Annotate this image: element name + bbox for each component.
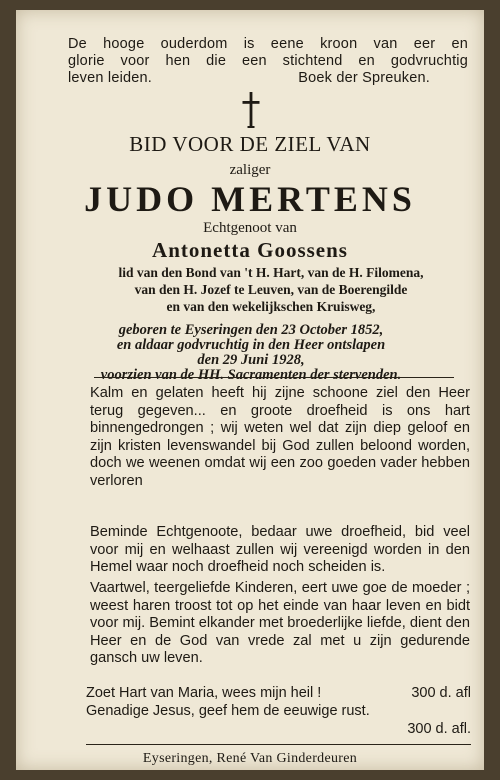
date-line: voorzien van de HH. Sacramenten der stervenden. [100, 367, 402, 383]
prayer-text: Genadige Jesus, geef hem de eeuwige rust. [86, 703, 370, 719]
spouse-name: Antonetta Goossens [152, 238, 348, 262]
date-line: den 29 Juni 1928, [197, 352, 305, 368]
epigraph-line: De hooge ouderdom is eene kroon van eer en [68, 36, 468, 52]
paragraph: Vaartwel, teergeliefde Kinderen, eert uwe goe de moeder ; weest haren troost tot op het einde van haar leven en bidt voor mij. Bemint elkander met broederlijke liefde, dient den Heer en de God van vrede zal met u zijn gedurende gansch uw leven. [90, 580, 470, 667]
printer-credit: Eyseringen, René Van Ginderdeuren [142, 751, 358, 766]
prayer-text: Zoet Hart van Maria, wees mijn heil ! [86, 685, 322, 701]
epigraph-line: glorie voor hen die een stichtend en godvruchtig [68, 53, 468, 69]
membership-line: en van den wekelijkschen Kruisweg, [166, 299, 376, 314]
indulgence: 300 d. afl. [407, 721, 471, 737]
paragraph: Beminde Echtgenoote, bedaar uwe droefheid, bid veel voor mij en welhaast zullen wij vereenigd worden in den Hemel waar noch droefheid noch scheiden is. [90, 524, 470, 576]
cross-icon [241, 90, 261, 130]
epigraph-line: leven leiden. [68, 70, 153, 86]
life-dates [86, 323, 416, 383]
heading: BID VOOR DE ZIEL VAN [129, 132, 371, 156]
divider [86, 744, 471, 745]
divider [94, 377, 454, 378]
deceased-name: JUDO MERTENS [84, 179, 416, 219]
epigraph [68, 36, 468, 87]
paragraph: Kalm en gelaten heeft hij zijne schoone ziel den Heer terug gegeven... en groote droefheid is ons hart binnengedrongen ; wij weten wel dat zijn diep geloof en zijn kristen levenswandel bij God zullen beloond worden, doch we weenen omdat wij een zoo goeden vader hebben verloren [90, 385, 470, 489]
memberships [101, 264, 441, 315]
membership-line: van den H. Jozef te Leuven, van de Boerengilde [134, 282, 408, 297]
spouse-label: Echtgenoot van [203, 220, 297, 236]
epigraph-source: Boek der Spreuken. [298, 70, 430, 86]
indulgence: 300 d. afl [411, 685, 471, 701]
date-line: en aldaar godvruchtig in den Heer ontslapen [116, 337, 386, 353]
membership-line: lid van den Bond van 't H. Hart, van de H. Filomena, [118, 265, 424, 280]
zaliger-label: zaliger [229, 162, 271, 178]
memorial-card [16, 10, 484, 770]
date-line: geboren te Eyseringen den 23 October 1852, [118, 322, 384, 338]
